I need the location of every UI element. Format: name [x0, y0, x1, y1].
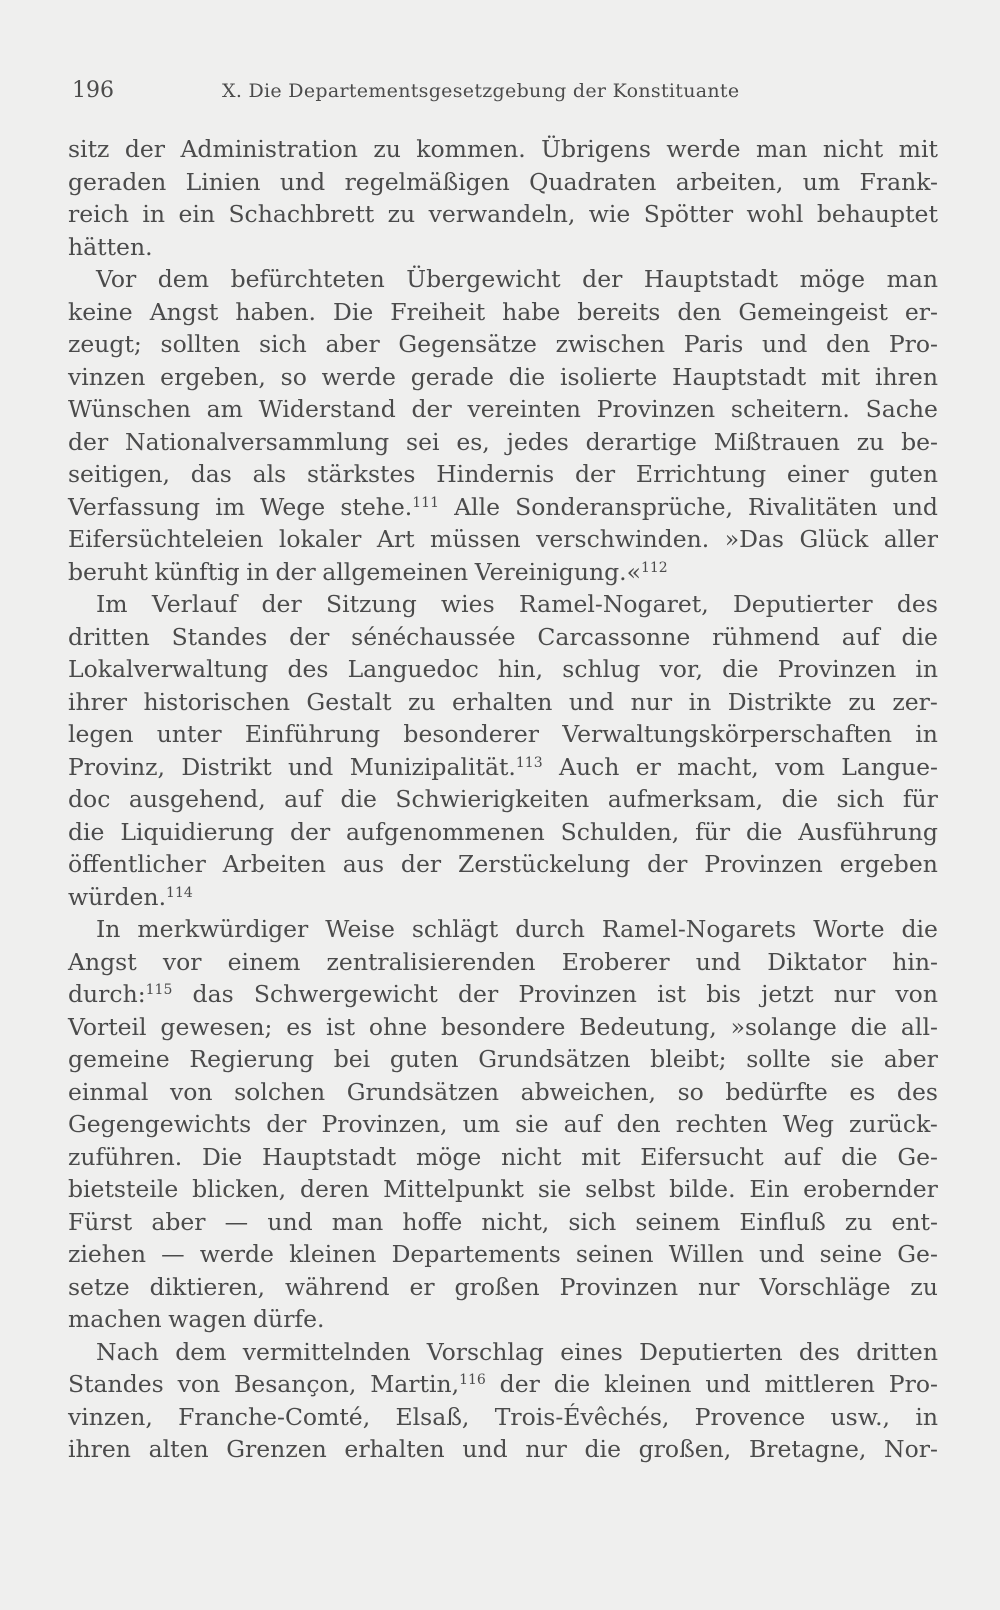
text-line: zeugt; sollten sich aber Gegensätze zwischen Paris und den Pro- — [68, 330, 938, 358]
running-title: X. Die Departementsgesetzgebung der Konstituante — [222, 80, 740, 102]
text-line: Nach dem vermittelnden Vorschlag eines Deputierten des dritten — [96, 1337, 938, 1366]
text-line: seitigen, das als stärkstes Hindernis der Errichtung einer guten — [68, 460, 938, 488]
footnote-marker: 116 — [459, 1372, 486, 1388]
text-line: Standes von Besançon, Martin,$^{116}$ der die kleinen und mittleren Pro- — [68, 1370, 938, 1398]
text-line: hätten. — [68, 232, 153, 261]
text-line: die Liquidierung der aufgenommenen Schulden, für die Ausführung — [68, 817, 938, 846]
page-number: 196 — [72, 78, 114, 103]
footnote-marker: 113 — [515, 754, 543, 771]
text-line: Provinz, Distrikt und Munizipalität.$^{113}$ Auch er macht, vom Langue- — [68, 752, 938, 781]
running-head — [72, 76, 942, 106]
text-line: keine Angst haben. Die Freiheit habe bereits den Gemeingeist er- — [68, 297, 938, 326]
text-line: geraden Linien und regelmäßigen Quadraten arbeiten, um Frank- — [68, 167, 938, 196]
text-line: ihren alten Grenzen erhalten und nur die großen, Bretagne, Nor- — [68, 1435, 938, 1463]
text-line: Vor dem befürchteten Übergewicht der Hauptstadt möge man — [96, 265, 938, 293]
text-line: Eifersüchteleien lokaler Art müssen verschwinden. »Das Glück aller — [68, 525, 938, 553]
text-line: vinzen, Franche-Comté, Elsaß, Trois-Évêchés, Provence usw., in — [68, 1402, 938, 1431]
text-line: setze diktieren, während er großen Provinzen nur Vorschläge zu — [68, 1272, 938, 1301]
text-line: Vorteil gewesen; es ist ohne besondere Bedeutung, »solange die all- — [68, 1012, 938, 1041]
text-line: legen unter Einführung besonderer Verwaltungskörperschaften in — [68, 720, 938, 748]
text-line: sitz der Administration zu kommen. Übrigens werde man nicht mit — [68, 135, 938, 163]
text-line: Fürst aber — und man hoffe nicht, sich seinem Einfluß zu ent- — [68, 1207, 938, 1236]
text-line: Gegengewichts der Provinzen, um sie auf den rechten Weg zurück- — [68, 1110, 938, 1138]
text-line: würden.$^{114}$ — [68, 882, 193, 911]
text-line: gemeine Regierung bei guten Grundsätzen bleibt; sollte sie aber — [68, 1045, 938, 1073]
text-line: bietsteile blicken, deren Mittelpunkt sie selbst bilde. Ein erobernder — [68, 1175, 938, 1203]
text-line: der Nationalversammlung sei es, jedes derartige Mißtrauen zu be- — [68, 427, 938, 456]
footnote-marker: 115 — [145, 982, 173, 998]
text-line: durch:$^{115}$ das Schwergewicht der Provinzen ist bis jetzt nur von — [68, 980, 938, 1008]
text-line: Wünschen am Widerstand der vereinten Provinzen scheitern. Sache — [68, 395, 938, 423]
text-line: dritten Standes der sénéchaussée Carcassonne rühmend auf die — [68, 622, 938, 651]
text-line: zuführen. Die Hauptstadt möge nicht mit Eifersucht auf die Ge- — [68, 1142, 938, 1171]
footnote-marker: 112 — [640, 559, 668, 576]
footnote-marker: 114 — [166, 884, 193, 901]
footnote-marker: 111 — [412, 494, 439, 511]
text-line: doc ausgehend, auf die Schwierigkeiten aufmerksam, die sich für — [68, 785, 938, 813]
text-line: Verfassung im Wege stehe.$^{111}$ Alle Sonderansprüche, Rivalitäten und — [68, 492, 938, 521]
text-line: Lokalverwaltung des Languedoc hin, schlug vor, die Provinzen in — [68, 655, 938, 683]
text-line: Angst vor einem zentralisierenden Eroberer und Diktator hin- — [68, 947, 938, 976]
text-line: beruht künftig in der allgemeinen Vereinigung.«$^{112}$ — [68, 557, 668, 586]
text-line: Im Verlauf der Sitzung wies Ramel-Nogaret, Deputierter des — [96, 590, 938, 618]
text-line: ihrer historischen Gestalt zu erhalten und nur in Distrikte zu zer- — [68, 687, 938, 716]
text-line: machen wagen dürfe. — [68, 1305, 325, 1333]
text-line: In merkwürdiger Weise schlägt durch Ramel-Nogarets Worte die — [96, 915, 938, 943]
text-line: ziehen — werde kleinen Departements seinen Willen und seine Ge- — [68, 1240, 938, 1268]
text-line: einmal von solchen Grundsätzen abweichen, so bedürfte es des — [68, 1077, 938, 1106]
text-line: reich in ein Schachbrett zu verwandeln, wie Spötter wohl behauptet — [68, 200, 938, 228]
body-text — [68, 133, 938, 1466]
text-line: öffentlicher Arbeiten aus der Zerstückelung der Provinzen ergeben — [68, 850, 938, 878]
text-line: vinzen ergeben, so werde gerade die isolierte Hauptstadt mit ihren — [68, 362, 938, 391]
